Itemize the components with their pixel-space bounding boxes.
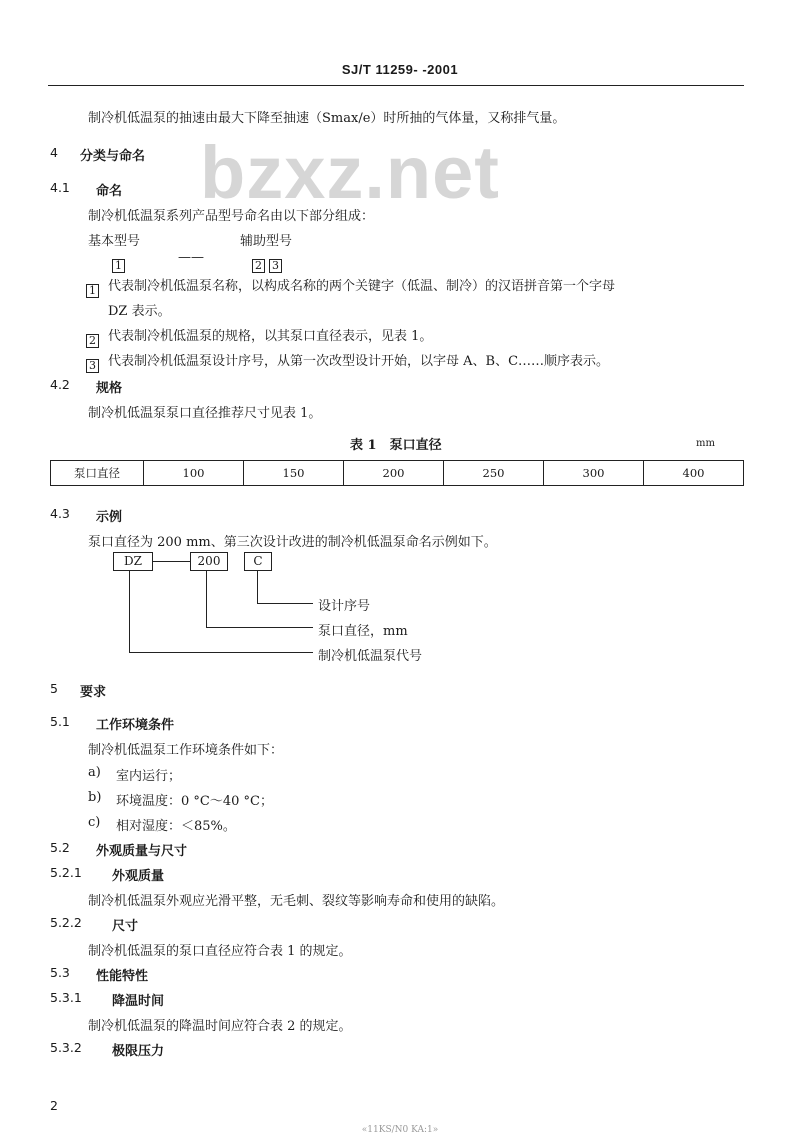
env-item-c: 相对湿度：＜85%。 [116, 819, 236, 834]
section-5-3-1-title: 降温时间 [112, 994, 165, 1009]
leader-code-horizontal [129, 652, 313, 653]
section-5-2-1-number: 5.2.1 [50, 865, 82, 880]
header-rule [48, 85, 744, 86]
basic-model-label: 基本型号 [88, 234, 141, 249]
watermark: bzxz.net [200, 131, 500, 214]
section-5-1-title: 工作环境条件 [96, 718, 175, 733]
env-lead: 制冷机低温泵工作环境条件如下： [88, 743, 284, 758]
env-item-b: 环境温度：0 °C～40 °C； [116, 794, 273, 809]
table-cell: 400 [644, 461, 744, 486]
section-5-2-number: 5.2 [50, 840, 70, 855]
section-5-2-title: 外观质量与尺寸 [96, 844, 188, 859]
page-number: 2 [50, 1098, 58, 1113]
naming-lead: 制冷机低温泵系列产品型号命名由以下部分组成： [88, 209, 375, 224]
table-cell: 300 [544, 461, 644, 486]
example-text: 泵口直径为 200 mm、第三次设计改进的制冷机低温泵命名示例如下。 [88, 535, 497, 550]
code-box-2: 2 [252, 259, 265, 273]
code-box-1: 1 [112, 259, 125, 273]
example-dash-line [152, 561, 190, 562]
table-cell: 150 [244, 461, 344, 486]
section-4-1-title: 命名 [96, 184, 123, 199]
section-5-2-2-title: 尺寸 [112, 919, 139, 934]
appearance-text: 制冷机低温泵外观应光滑平整，无毛刺、裂纹等影响寿命和使用的缺陷。 [88, 894, 505, 909]
section-5-2-2-number: 5.2.2 [50, 915, 82, 930]
leader-diam-horizontal [206, 627, 313, 628]
leader-code-vertical [129, 571, 130, 653]
example-code-seq: C [244, 552, 272, 571]
model-dash: —— [178, 250, 204, 265]
intro-paragraph: 制冷机低温泵的抽速由最大下降至抽速（Smax/e）时所抽的气体量，又称排气量。 [88, 111, 566, 126]
aux-model-label: 辅助型号 [240, 234, 293, 249]
section-4-3-number: 4.3 [50, 506, 70, 521]
table-cell: 250 [444, 461, 544, 486]
label-design-sequence: 设计序号 [318, 599, 371, 614]
legend-item-1-line1: 代表制冷机低温泵名称，以构成名称的两个关键字（低温、制冷）的汉语拼音第一个字母 [108, 279, 616, 294]
env-item-c-mark: c) [88, 815, 101, 830]
section-5-number: 5 [50, 681, 58, 696]
section-5-1-number: 5.1 [50, 714, 70, 729]
section-5-title: 要求 [80, 685, 107, 700]
section-4-2-number: 4.2 [50, 377, 70, 392]
legend-box-1: 1 [86, 284, 99, 298]
table-cell: 200 [344, 461, 444, 486]
spec-text: 制冷机低温泵泵口直径推荐尺寸见表 1。 [88, 406, 322, 421]
table-row-label: 泵口直径 [51, 461, 144, 486]
footer-mark: «11KS/N0 KA:1» [361, 1125, 439, 1135]
section-4-2-title: 规格 [96, 381, 123, 396]
example-code-dz: DZ [113, 552, 153, 571]
section-5-2-1-title: 外观质量 [112, 869, 165, 884]
env-item-a-mark: a) [88, 765, 101, 780]
leader-diam-vertical [206, 571, 207, 628]
section-5-3-number: 5.3 [50, 965, 70, 980]
code-box-3: 3 [269, 259, 282, 273]
section-4-number: 4 [50, 145, 58, 160]
legend-item-2: 代表制冷机低温泵的规格，以其泵口直径表示，见表 1。 [108, 329, 433, 344]
table-row [51, 461, 744, 486]
table-1 [50, 460, 744, 486]
section-4-title: 分类与命名 [80, 149, 146, 164]
label-port-diameter: 泵口直径，mm [318, 624, 408, 639]
cooldown-text: 制冷机低温泵的降温时间应符合表 2 的规定。 [88, 1019, 352, 1034]
table-1-unit: mm [696, 438, 715, 449]
table-1-caption: 表 1 泵口直径 [350, 438, 442, 453]
env-item-b-mark: b) [88, 790, 102, 805]
example-code-size: 200 [190, 552, 228, 571]
section-4-3-title: 示例 [96, 510, 123, 525]
leader-seq-horizontal [257, 603, 313, 604]
section-5-3-1-number: 5.3.1 [50, 990, 82, 1005]
section-5-3-2-number: 5.3.2 [50, 1040, 82, 1055]
env-item-a: 室内运行； [116, 769, 182, 784]
legend-box-3: 3 [86, 359, 99, 373]
table-cell: 100 [144, 461, 244, 486]
label-pump-code: 制冷机低温泵代号 [318, 649, 423, 664]
section-5-3-title: 性能特性 [96, 969, 149, 984]
legend-item-3: 代表制冷机低温泵设计序号，从第一次改型设计开始，以字母 A、B、C……顺序表示。 [108, 354, 610, 369]
size-text: 制冷机低温泵的泵口直径应符合表 1 的规定。 [88, 944, 352, 959]
standard-number: SJ/T 11259- -2001 [341, 62, 459, 77]
legend-item-1-line2: DZ 表示。 [108, 304, 171, 319]
legend-box-2: 2 [86, 334, 99, 348]
section-4-1-number: 4.1 [50, 180, 70, 195]
section-5-3-2-title: 极限压力 [112, 1044, 165, 1059]
leader-seq-vertical [257, 571, 258, 604]
